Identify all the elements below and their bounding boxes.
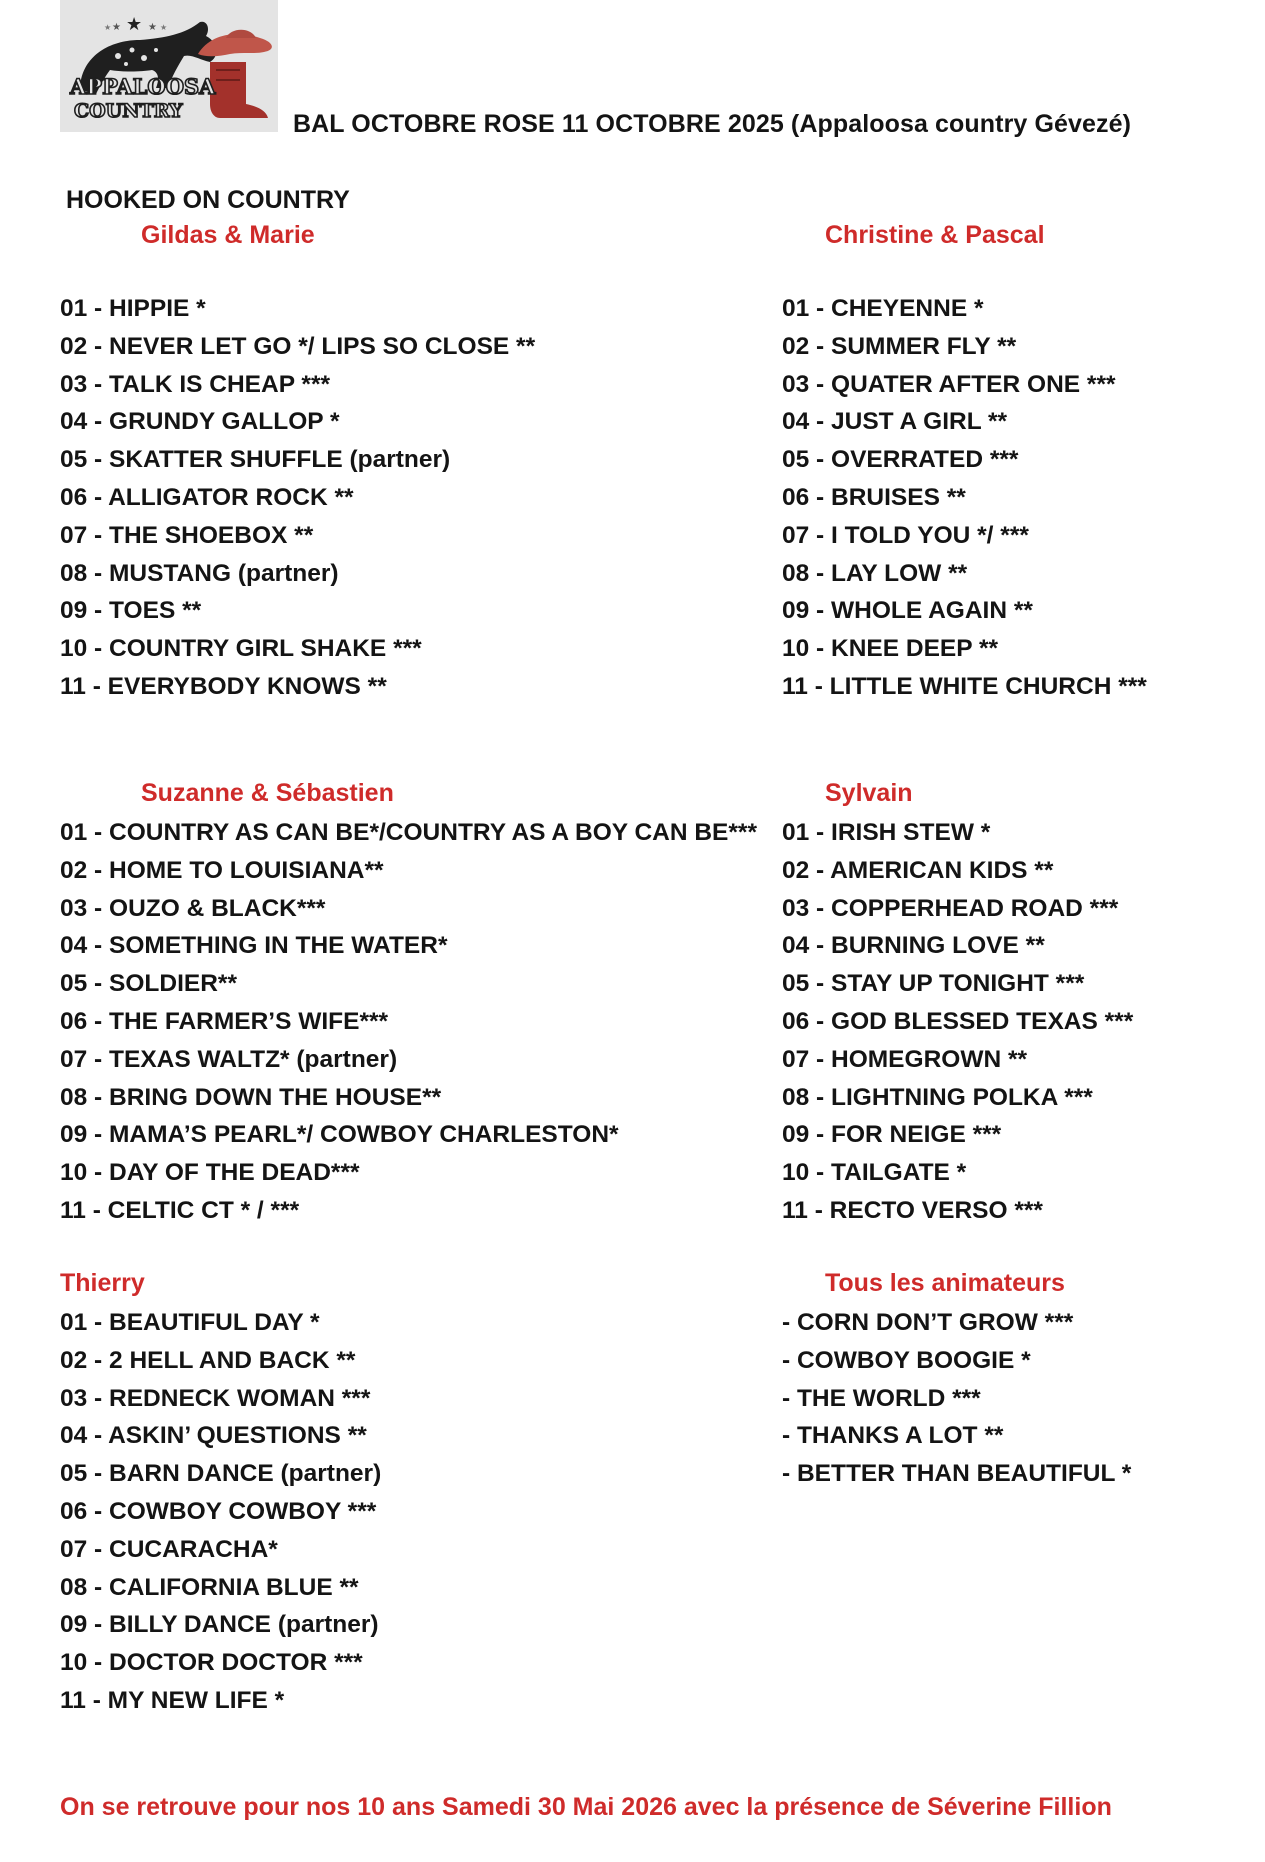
horse-boot-logo-graphic [60,0,278,132]
list-item: 02 - AMERICAN KIDS ** [782,856,1054,884]
list-item: 04 - ASKIN’ QUESTIONS ** [60,1422,367,1450]
list-item: - BETTER THAN BEAUTIFUL * [782,1460,1132,1488]
list-item: 06 - COWBOY COWBOY *** [60,1497,377,1525]
dance-list-suzanne-sebastien [60,814,757,1230]
dance-list-sylvain [782,814,1133,1230]
program-title: HOOKED ON COUNTRY [66,186,350,214]
list-item: 09 - WHOLE AGAIN ** [782,597,1033,625]
list-item: 09 - TOES ** [60,597,202,625]
list-item: 09 - BILLY DANCE (partner) [60,1611,379,1639]
section-heading-thierry: Thierry [60,1269,145,1297]
section-heading-suzanne-sebastien: Suzanne & Sébastien [141,779,394,807]
list-item: - COWBOY BOOGIE * [782,1346,1031,1374]
list-item: 06 - ALLIGATOR ROCK ** [60,483,354,511]
list-item: 04 - JUST A GIRL ** [782,408,1008,436]
list-item: 11 - CELTIC CT * / *** [60,1196,300,1224]
list-item: 10 - DOCTOR DOCTOR *** [60,1649,363,1677]
appaloosa-country-logo [60,0,278,132]
page-title: BAL OCTOBRE ROSE 11 OCTOBRE 2025 (Appaloosa country Gévezé) [293,110,1132,138]
list-item: 10 - TAILGATE * [782,1159,967,1187]
list-item: 05 - STAY UP TONIGHT *** [782,970,1085,998]
list-item: 08 - LIGHTNING POLKA *** [782,1083,1093,1111]
list-item: 05 - SOLDIER** [60,970,237,998]
list-item: 03 - OUZO & BLACK*** [60,894,326,922]
list-item: 11 - MY NEW LIFE * [60,1686,285,1714]
list-item: - THE WORLD *** [782,1384,981,1412]
list-item: 11 - EVERYBODY KNOWS ** [60,672,387,700]
list-item: 06 - BRUISES ** [782,483,966,511]
list-item: 08 - LAY LOW ** [782,559,968,587]
list-item: 11 - RECTO VERSO *** [782,1196,1043,1224]
dance-list-christine-pascal [782,290,1147,706]
list-item: 11 - LITTLE WHITE CHURCH *** [782,672,1147,700]
list-item: 06 - GOD BLESSED TEXAS *** [782,1007,1134,1035]
dance-list-thierry [60,1304,381,1720]
list-item: 03 - QUATER AFTER ONE *** [782,370,1116,398]
list-item: 07 - HOMEGROWN ** [782,1045,1028,1073]
star-icon: ★ [112,22,121,33]
footer-announcement: On se retrouve pour nos 10 ans Samedi 30 Mai 2026 avec la présence de Séverine Fillion [60,1793,1112,1821]
list-item: 07 - TEXAS WALTZ* (partner) [60,1045,398,1073]
star-icon: ★ [126,14,143,35]
list-item: 01 - CHEYENNE * [782,295,984,322]
section-heading-christine-pascal: Christine & Pascal [825,221,1045,249]
list-item: 06 - THE FARMER’S WIFE*** [60,1007,389,1035]
list-item: 03 - REDNECK WOMAN *** [60,1384,371,1412]
list-item: 07 - THE SHOEBOX ** [60,521,314,549]
list-item: 08 - BRING DOWN THE HOUSE** [60,1083,442,1111]
list-item: 02 - NEVER LET GO */ LIPS SO CLOSE ** [60,332,536,360]
list-item: 09 - FOR NEIGE *** [782,1121,1002,1149]
list-item: 10 - KNEE DEEP ** [782,635,999,663]
list-item: 07 - CUCARACHA* [60,1535,278,1563]
list-item: - THANKS A LOT ** [782,1422,1004,1450]
list-item: 03 - TALK IS CHEAP *** [60,370,331,398]
dance-list-tous-les-animateurs [782,1304,1131,1493]
logo-text-line2: COUNTRY [74,100,183,122]
star-icon: ★ [148,22,157,33]
list-item: 02 - SUMMER FLY ** [782,332,1017,360]
list-item: 08 - MUSTANG (partner) [60,559,339,587]
list-item: 05 - OVERRATED *** [782,446,1019,474]
list-item: 10 - DAY OF THE DEAD*** [60,1159,360,1187]
list-item: 04 - SOMETHING IN THE WATER* [60,932,448,960]
star-icon: ★ [104,23,112,32]
list-item: 02 - 2 HELL AND BACK ** [60,1346,356,1374]
section-heading-tous-les-animateurs: Tous les animateurs [825,1269,1065,1297]
section-heading-gildas-marie: Gildas & Marie [141,221,315,249]
list-item: 05 - SKATTER SHUFFLE (partner) [60,446,451,474]
list-item: 03 - COPPERHEAD ROAD *** [782,894,1119,922]
list-item: 01 - COUNTRY AS CAN BE*/COUNTRY AS A BOY CAN BE*** [60,819,757,846]
list-item: 01 - IRISH STEW * [782,819,991,846]
list-item: 10 - COUNTRY GIRL SHAKE *** [60,635,422,663]
list-item: - CORN DON’T GROW *** [782,1309,1074,1336]
section-heading-sylvain: Sylvain [825,779,913,807]
list-item: 01 - HIPPIE * [60,295,206,322]
list-item: 07 - I TOLD YOU */ *** [782,521,1029,549]
list-item: 09 - MAMA’S PEARL*/ COWBOY CHARLESTON* [60,1121,619,1149]
list-item: 04 - GRUNDY GALLOP * [60,408,340,436]
logo-text-line1: APPALOOSA [70,74,216,99]
list-item: 04 - BURNING LOVE ** [782,932,1045,960]
star-icon: ★ [160,23,168,32]
dance-list-gildas-marie [60,290,535,706]
list-item: 01 - BEAUTIFUL DAY * [60,1309,320,1336]
list-item: 08 - CALIFORNIA BLUE ** [60,1573,359,1601]
list-item: 05 - BARN DANCE (partner) [60,1460,382,1488]
list-item: 02 - HOME TO LOUISIANA** [60,856,384,884]
